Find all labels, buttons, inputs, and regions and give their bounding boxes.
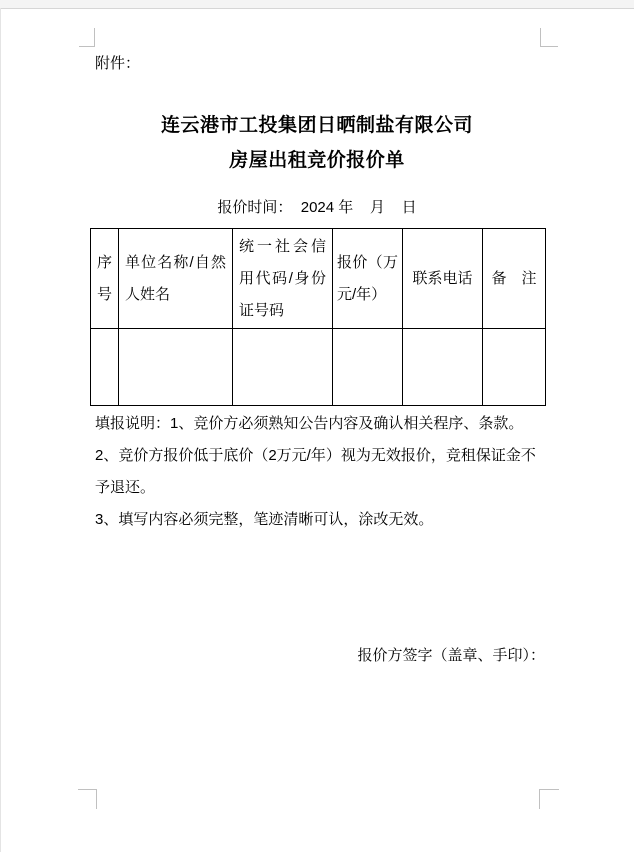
entry-cell-price[interactable]: [333, 329, 403, 406]
note-line-1: 填报说明：1、竞价方必须熟知公告内容及确认相关程序、条款。: [95, 415, 524, 432]
document-title: [0, 108, 634, 178]
header-cell-credit-code: 统一社会信用代码/身份证号码: [233, 229, 333, 329]
filling-instructions: [95, 408, 547, 536]
header-cell-name: 单位名称/自然人姓名: [119, 229, 233, 329]
attachment-label: 附件：: [95, 55, 141, 72]
crop-mark-bottom-right: [539, 789, 559, 809]
quote-time-line: 报价时间： 2024 年 月 日: [217, 199, 417, 216]
table-entry-row: [91, 329, 546, 406]
title-line-2: 房屋出租竞价报价单: [229, 150, 405, 171]
crop-mark-top-left: [79, 28, 95, 47]
bid-table: [90, 228, 546, 406]
header-cell-serial: 序号: [91, 229, 119, 329]
entry-cell-serial[interactable]: [91, 329, 119, 406]
title-line-1: 连云港市工投集团日晒制盐有限公司: [160, 115, 473, 136]
crop-mark-top-right: [540, 28, 558, 47]
entry-cell-credit-code[interactable]: [233, 329, 333, 406]
header-cell-remarks: 备 注: [483, 229, 546, 329]
page-top-edge: [0, 0, 634, 9]
header-cell-price: 报价（万元/年）: [333, 229, 403, 329]
crop-mark-bottom-left: [78, 789, 97, 809]
header-cell-phone: 联系电话: [403, 229, 483, 329]
table-header-row: [91, 229, 546, 329]
entry-cell-phone[interactable]: [403, 329, 483, 406]
note-line-3: 3、填写内容必须完整，笔迹清晰可认，涂改无效。: [95, 511, 434, 528]
entry-cell-name[interactable]: [119, 329, 233, 406]
note-line-2: 2、竞价方报价低于底价（2万元/年）视为无效报价，竞租保证金不予退还。: [95, 447, 536, 496]
entry-cell-remarks[interactable]: [483, 329, 546, 406]
signature-label: 报价方签字（盖章、手印）：: [357, 647, 545, 664]
